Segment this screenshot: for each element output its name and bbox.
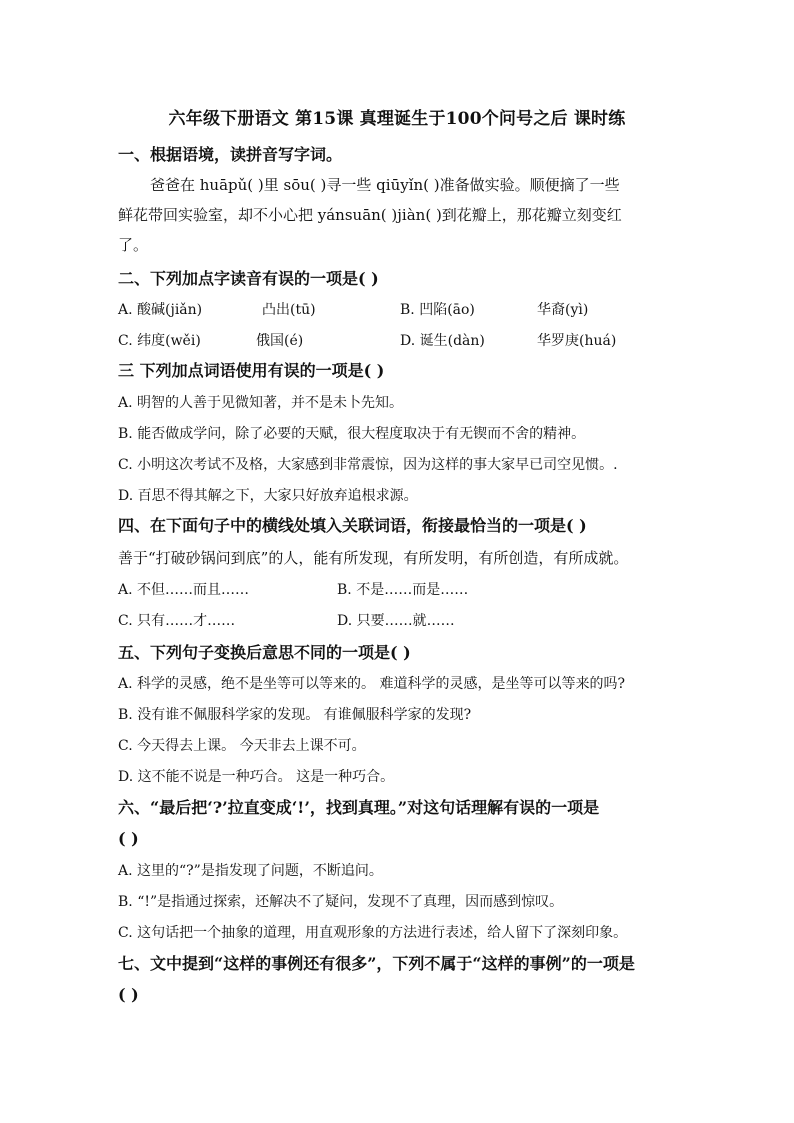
q3-option-b: B. 能否做成学问，除了必要的天赋，很大程度取决于有无锲而不舍的精神。 (118, 426, 586, 442)
q1-heading: 一、根据语境，读拼音写字词。 (118, 145, 343, 164)
q5-option-c: C. 今天得去上课。 今天非去上课不可。 (118, 738, 366, 754)
q5-option-d: D. 这不能不说是一种巧合。 这是一种巧合。 (118, 769, 395, 785)
q5-option-b: B. 没有谁不佩服科学家的发现。 有谁佩服科学家的发现? (118, 707, 472, 723)
q2-option-b-1: B. 凹陷(āo) (400, 302, 475, 318)
q1-paragraph-line-1: 爸爸在 huāpǔ( )里 sōu( )寻一些 qiūyǐn( )准备做实验。顺便摘了一些 (150, 176, 620, 194)
q5-option-a: A. 科学的灵感，绝不是坐等可以等来的。 难道科学的灵感，是坐等可以等来的吗? (118, 676, 625, 692)
worksheet-title: 六年级下册语文 第15课 真理诞生于100个问号之后 课时练 (168, 109, 626, 129)
q1-paragraph-line-3: 了。 (118, 236, 149, 254)
q5-heading: 五、下列句子变换后意思不同的一项是( ) (118, 643, 411, 662)
q4-heading: 四、在下面句子中的横线处填入关联词语，衔接最恰当的一项是( ) (118, 516, 587, 535)
q4-option-b: B. 不是……而是…… (337, 582, 469, 598)
q2-option-c-1: C. 纬度(wěi) (118, 333, 201, 349)
q3-heading: 三 下列加点词语使用有误的一项是( ) (118, 361, 385, 380)
q7-heading-line-1: 七、文中提到“这样的事例还有很多”，下列不属于“这样的事例”的一项是 (118, 954, 635, 973)
q2-option-d-1: D. 诞生(dàn) (400, 333, 485, 349)
q2-heading: 二、下列加点字读音有误的一项是( ) (118, 269, 379, 288)
q2-option-a-2: 凸出(tū) (262, 302, 316, 318)
q3-option-d: D. 百思不得其解之下，大家只好放弃追根求源。 (118, 488, 418, 504)
q4-sentence: 善于“打破砂锅问到底”的人，能有所发现，有所发明，有所创造，有所成就。 (118, 549, 629, 567)
q6-option-c: C. 这句话把一个抽象的道理，用直观形象的方法进行表述，给人留下了深刻印象。 (118, 925, 628, 941)
q2-option-b-2: 华裔(yì) (537, 302, 589, 318)
q2-option-c-2: 俄国(é) (256, 333, 304, 349)
q6-option-a: A. 这里的“?”是指发现了问题，不断追问。 (118, 863, 383, 879)
q2-option-d-2: 华罗庚(huá) (537, 333, 617, 349)
q1-paragraph-line-2: 鲜花带回实验室，却不小心把 yánsuān( )jiàn( )到花瓣上，那花瓣立刻变红 (118, 206, 622, 224)
q6-heading-line-2: ( ) (118, 829, 139, 848)
q4-option-a: A. 不但……而且…… (118, 582, 250, 598)
q6-heading-line-1: 六、“最后把‘?’拉直变成‘!’，找到真理。”对这句话理解有误的一项是 (118, 798, 600, 817)
q6-option-b: B. “!”是指通过探索，还解决不了疑问，发现不了真理，因而感到惊叹。 (118, 894, 564, 910)
q7-heading-line-2: ( ) (118, 985, 139, 1004)
q3-option-c: C. 小明这次考试不及格，大家感到非常震惊，因为这样的事大家早已司空见惯。. (118, 457, 618, 473)
q2-option-a-1: A. 酸碱(jiǎn) (118, 302, 203, 318)
q4-option-c: C. 只有……才…… (118, 613, 236, 629)
q3-option-a: A. 明智的人善于见微知著，并不是未卜先知。 (118, 395, 404, 411)
q4-option-d: D. 只要……就…… (337, 613, 455, 629)
